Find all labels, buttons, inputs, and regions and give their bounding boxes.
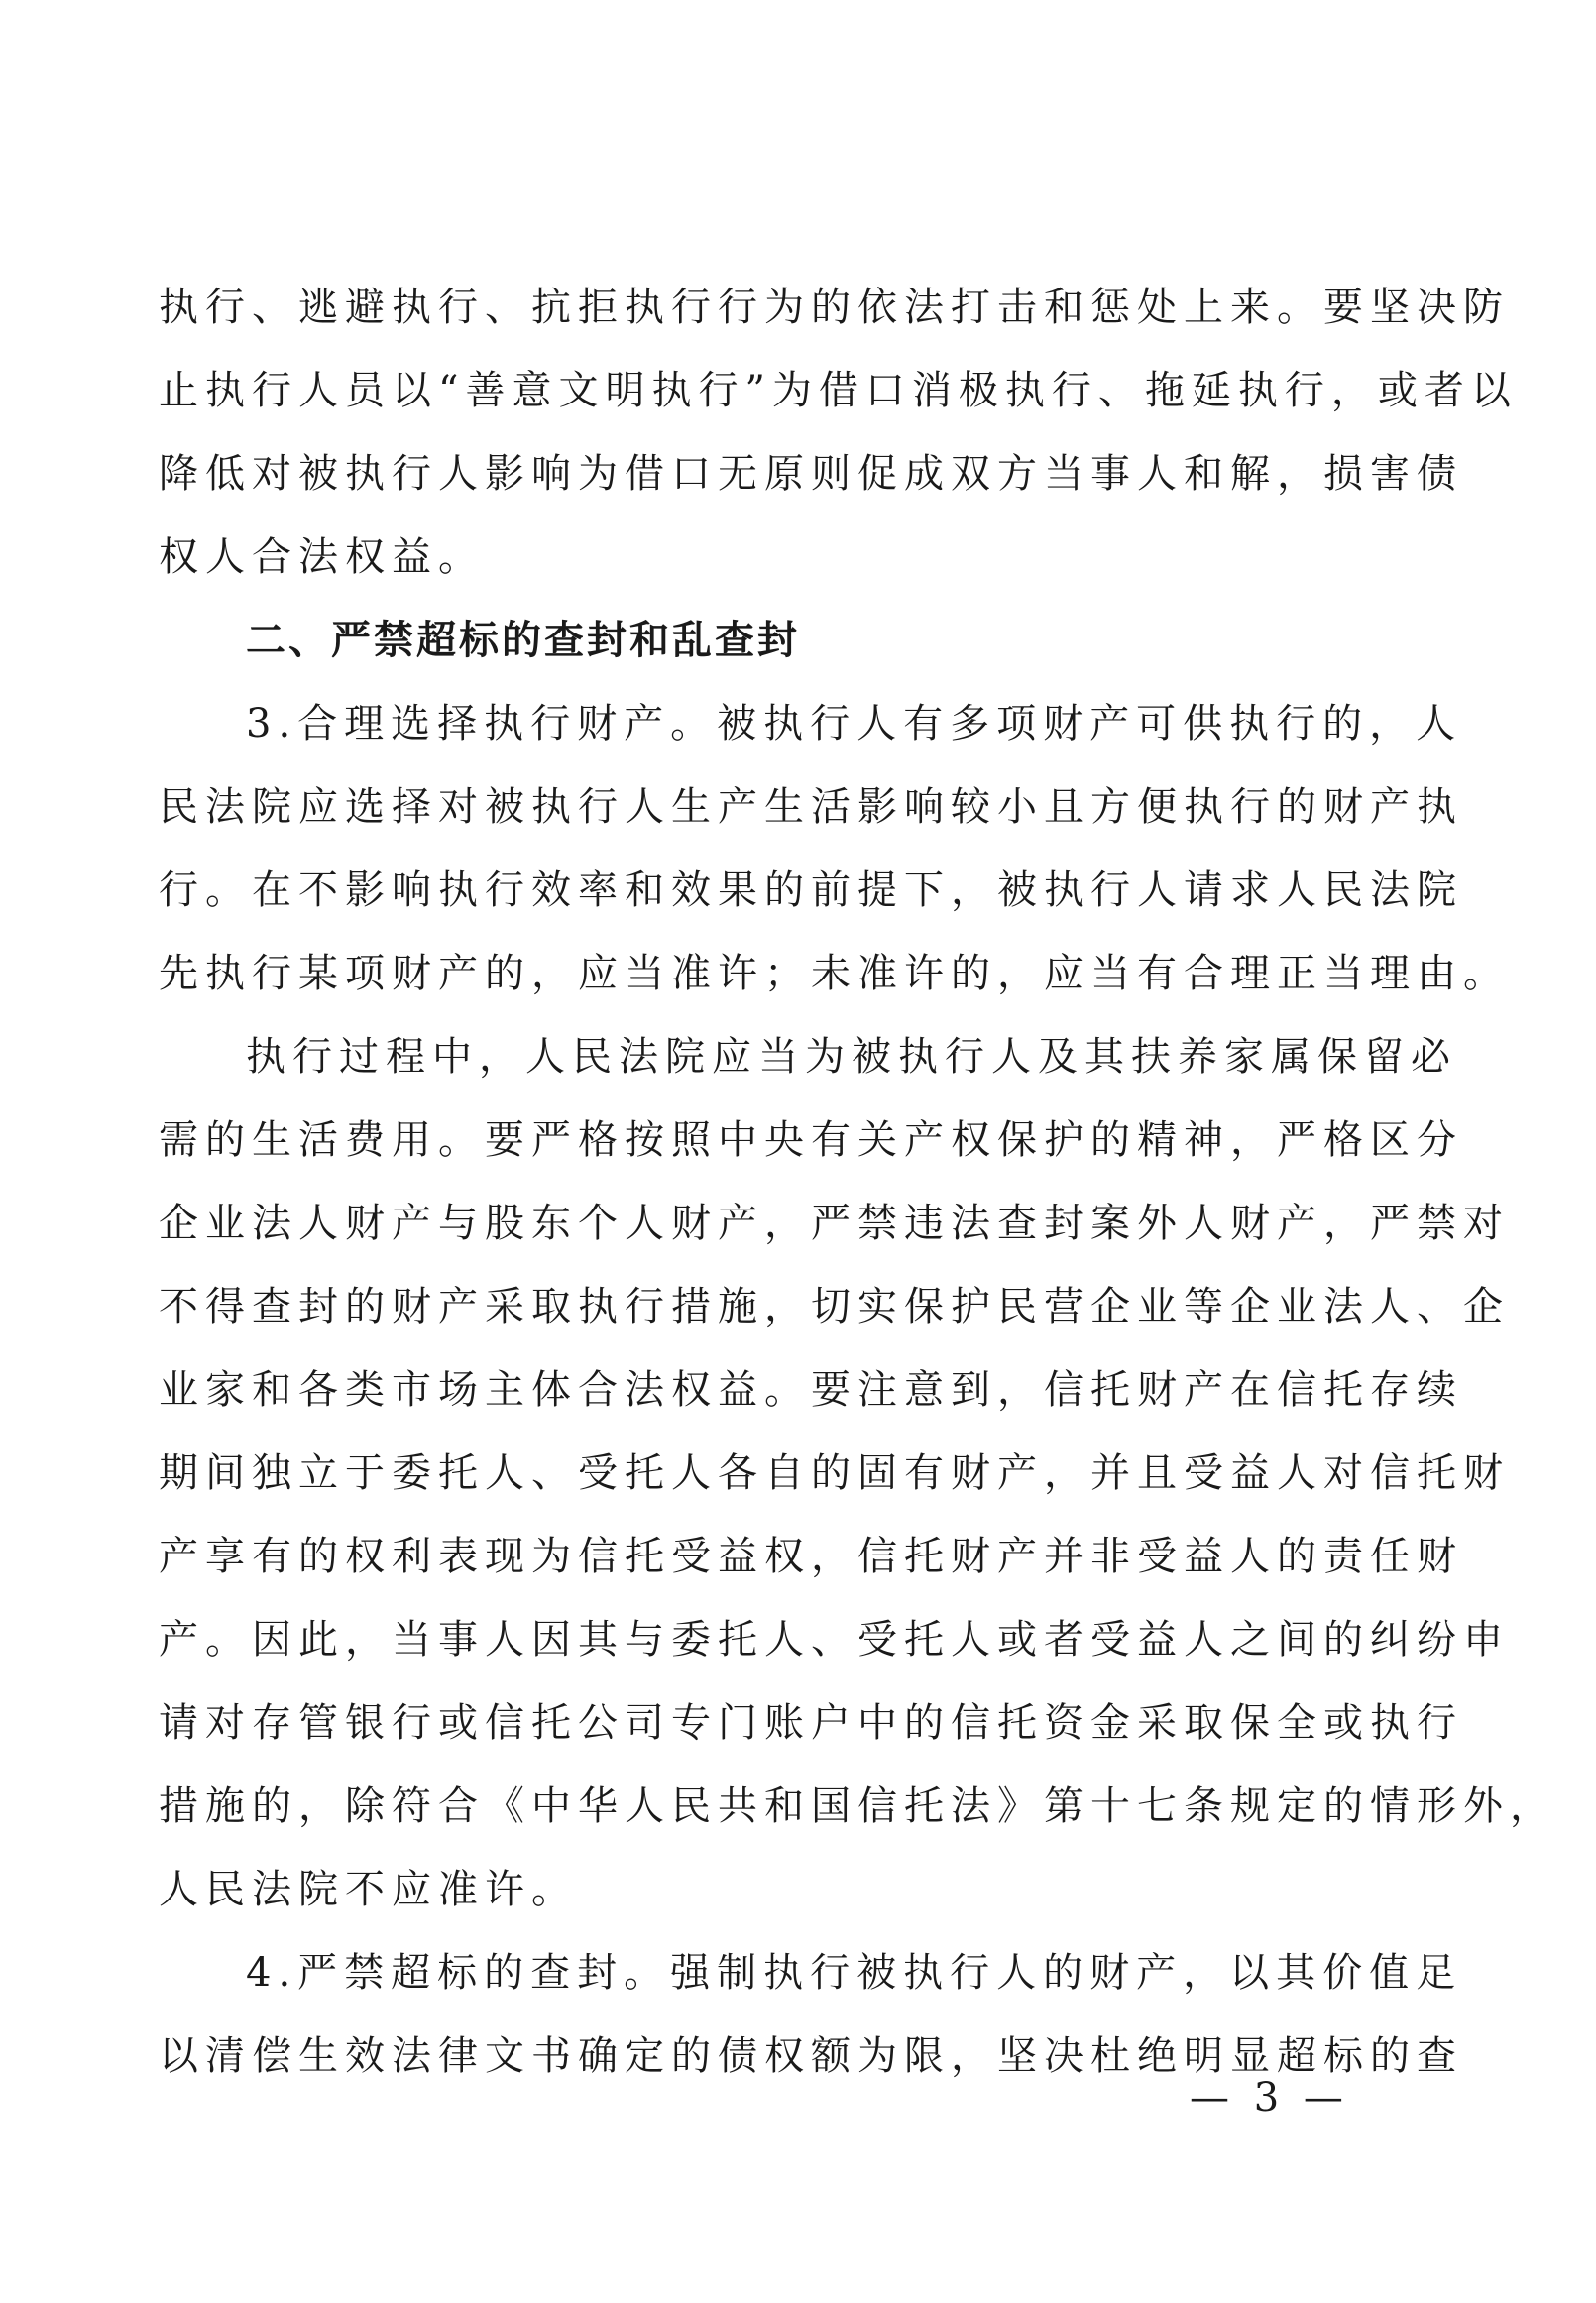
text-line-16: 产享有的权利表现为信托受益权，信托财产并非受益人的责任财 — [159, 1534, 1463, 1579]
text-line-7: 民法院应选择对被执行人生产生活影响较小且方便执行的财产执 — [159, 784, 1463, 830]
text-line-11: 需的生活费用。要严格按照中央有关产权保护的精神，严格区分 — [159, 1117, 1463, 1163]
text-line-4: 权人合法权益。 — [159, 534, 485, 580]
text-line-21: 4.严禁超标的查封。强制执行被执行人的财产，以其价值足 — [246, 1950, 1463, 1996]
text-line-22: 以清偿生效法律文书确定的债权额为限，坚决杜绝明显超标的查 — [159, 2033, 1463, 2079]
section-heading: 二、严禁超标的查封和乱查封 — [246, 618, 800, 663]
body-text — [159, 266, 1556, 2098]
text-line-12: 企业法人财产与股东个人财产，严禁违法查封案外人财产，严禁对 — [159, 1201, 1510, 1246]
text-line-18: 请对存管银行或信托公司专门账户中的信托资金采取保全或执行 — [159, 1700, 1463, 1746]
text-line-10: 执行过程中，人民法院应当为被执行人及其扶养家属保留必 — [246, 1034, 1457, 1080]
text-line-17: 产。因此，当事人因其与委托人、受托人或者受益人之间的纠纷申 — [159, 1617, 1510, 1663]
text-line-3: 降低对被执行人影响为借口无原则促成双方当事人和解，损害债 — [159, 451, 1463, 497]
text-line-19: 措施的，除符合《中华人民共和国信托法》第十七条规定的情形外， — [159, 1784, 1556, 1829]
text-line-13: 不得查封的财产采取执行措施，切实保护民营企业等企业法人、企 — [159, 1284, 1510, 1329]
text-line-9: 先执行某项财产的，应当准许；未准许的，应当有合理正当理由。 — [159, 951, 1510, 996]
text-line-20: 人民法院不应准许。 — [159, 1867, 578, 1912]
text-line-6: 3.合理选择执行财产。被执行人有多项财产可供执行的，人 — [246, 701, 1463, 747]
text-line-14: 业家和各类市场主体合法权益。要注意到，信托财产在信托存续 — [159, 1367, 1463, 1413]
text-line-8: 行。在不影响执行效率和效果的前提下，被执行人请求人民法院 — [159, 867, 1463, 913]
text-line-15: 期间独立于委托人、受托人各自的固有财产，并且受益人对信托财 — [159, 1450, 1510, 1496]
text-line-2: 止执行人员以“善意文明执行”为借口消极执行、拖延执行，或者以 — [159, 368, 1518, 413]
text-line-1: 执行、逃避执行、抗拒执行行为的依法打击和惩处上来。要坚决防 — [159, 285, 1510, 330]
page-number: — 3 — — [1190, 2075, 1349, 2121]
